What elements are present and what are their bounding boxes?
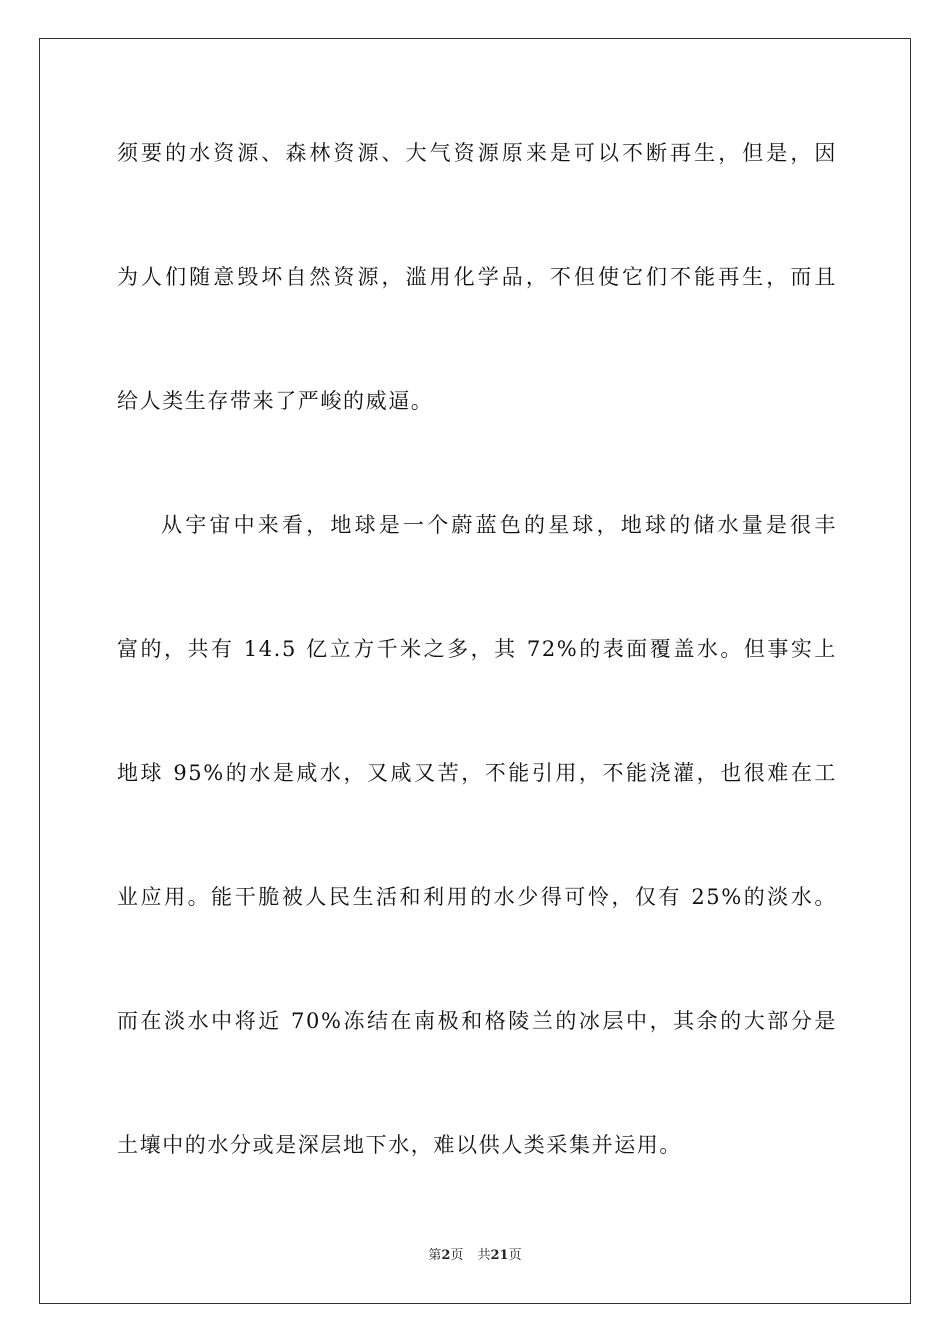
total-suffix: 页 bbox=[508, 1248, 522, 1263]
page-border bbox=[39, 38, 911, 1304]
paragraph-line: 给人类生存带来了严峻的威逼。 bbox=[117, 389, 434, 413]
page-prefix: 第 bbox=[428, 1248, 442, 1263]
paragraph-line: 业应用。能干脆被人民生活和利用的水少得可怜，仅有 25%的淡水。 bbox=[117, 885, 837, 909]
total-pages: 21 bbox=[490, 1248, 509, 1263]
paragraph-line: 为人们随意毁坏自然资源，滥用化学品，不但使它们不能再生，而且 bbox=[117, 265, 837, 289]
paragraph-line: 富的，共有 14.5 亿立方千米之多，其 72%的表面覆盖水。但事实上 bbox=[117, 637, 837, 661]
page-suffix: 页 bbox=[450, 1248, 464, 1263]
paragraph-line: 而在淡水中将近 70%冻结在南极和格陵兰的冰层中，其余的大部分是 bbox=[117, 1009, 837, 1033]
paragraph-line: 地球 95%的水是咸水，又咸又苦，不能引用，不能浇灌，也很难在工 bbox=[117, 761, 837, 785]
paragraph-line: 须要的水资源、森林资源、大气资源原来是可以不断再生，但是，因 bbox=[117, 141, 837, 165]
page-number: 2 bbox=[441, 1248, 451, 1263]
total-prefix: 共 bbox=[477, 1248, 491, 1263]
paragraph-line: 土壤中的水分或是深层地下水，难以供人类采集并运用。 bbox=[117, 1133, 682, 1157]
page-footer bbox=[0, 1246, 950, 1266]
paragraph-line: 从宇宙中来看，地球是一个蔚蓝色的星球，地球的储水量是很丰 bbox=[161, 513, 837, 537]
